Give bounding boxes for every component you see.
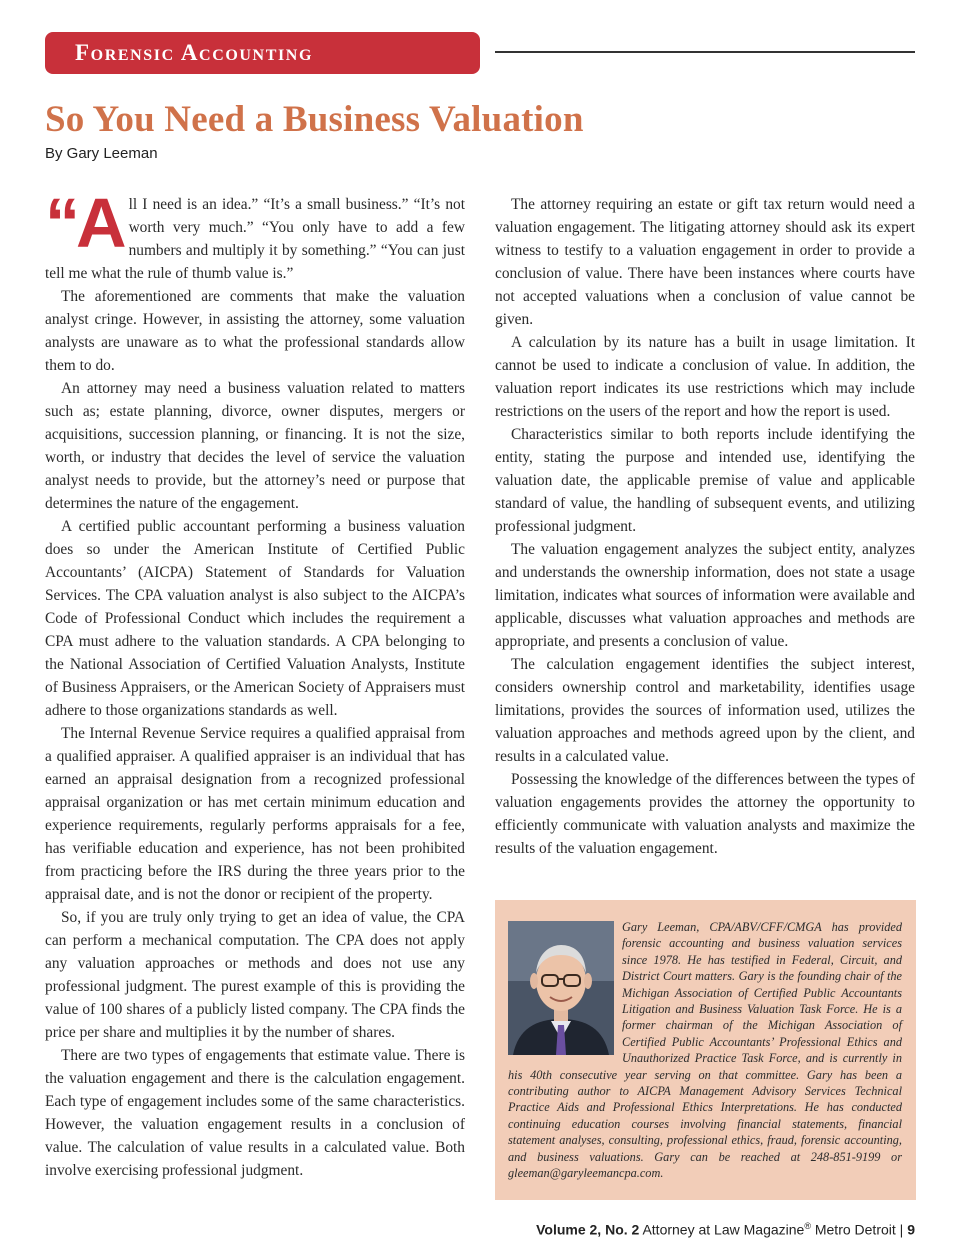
body-paragraph: The aforementioned are comments that make the valuation analyst cringe. However, in assisting the attorney, some valuation analysts are unaware as to what the professional standards allow them to do. [45, 288, 465, 374]
body-paragraph: The calculation engagement identifies the subject interest, considers ownership control and marketability, identifies usage limitations, provides the sources of information used, utilizes the valuation approaches and methods agreed upon by the client, and results in a calculated value. [495, 656, 915, 765]
author-bio-text: Gary Leeman, CPA/ABV/CFF/CMGA has provided forensic accounting and business valuation services since 1978. He has testified in Federal, Circuit, and District Court matters. Gary is the founding chair of the Michigan Association of Certified Public Accountants Litigation and Business Valuation Task Force. He is a former chairman of the Michigan Association of Certified Public Accountants’ Professional Ethics and Unauthorized Practice Task Force, and is currently in his 40th consecutive year serving on that committee. Gary has been a contributing author to AICPA Management Advisory Services Technical Practice Aids and Professional Ethics Interpretations. He has conducted continuing education courses involving financial statements, financial statement analyses, consulting, professional ethics, fraud, forensic accounting, and business valuations. Gary can be reached at 248-851-9199 or gleeman@garyleemancpa.com. [508, 920, 902, 1181]
body-paragraph: The valuation engagement analyzes the subject entity, analyzes and understands the ownership information, does not state a usage limitation, indicates what sources of information were available and applicable, discusses what valuation approaches and methods are appropriate, and presents a conclusion of value. [495, 541, 915, 650]
dropcap-quote: “ [45, 184, 76, 262]
page-number: 9 [907, 1221, 915, 1238]
page-footer [536, 1221, 915, 1238]
lead-paragraph [45, 184, 465, 285]
footer-edition: Metro Detroit [814, 1221, 896, 1238]
footer-issue: Volume 2, No. 2 [536, 1221, 640, 1238]
header-rule [495, 51, 915, 53]
dropcap-letter: A [76, 184, 123, 262]
body-paragraph: A certified public accountant performing a business valuation does so under the American Institute of Certified Public Accountants’ (AICPA) Statement of Standards for Valuation Services. The CPA valuation analyst is also subject to the AICPA’s Code of Professional Conduct which includes the requirement a CPA must adhere to the valuation standards. A CPA belonging to the National Association of Certified Valuation Analysts, Institute of Business Appraisers, or the American Society of Appraisers must adhere to those organizations standards as well. [45, 518, 465, 719]
footer-separator: | [899, 1221, 904, 1238]
author-photo [508, 921, 614, 1055]
author-portrait-image [508, 921, 614, 1055]
right-column [495, 193, 915, 860]
body-paragraph: There are two types of engagements that estimate value. There is the valuation engagement and there is the calculation engagement. Each type of engagement includes some of the same characteristics. However, the valuation engagement results in a conclusion of value. The calculation of value results in a calculated value. Both involve exercising professional judgment. [45, 1047, 465, 1179]
author-bio-box [495, 900, 916, 1200]
dropcap [45, 184, 123, 262]
body-paragraph: So, if you are truly only trying to get an idea of value, the CPA can perform a mechanical computation. The CPA does not apply any valuation approaches or methods and does not use any professional judgment. The purest example of this is providing the value of 100 shares of a publicly listed company. The CPA finds the price per share and multiplies it by the number of shares. [45, 909, 465, 1041]
section-label: Forensic Accounting [75, 40, 314, 65]
body-paragraph: A calculation by its nature has a built in usage limitation. It cannot be used to indicate a conclusion of value. In addition, the valuation report indicates its use restrictions which may include restrictions on the users of the report and how the report is used. [495, 334, 915, 420]
left-column [45, 184, 465, 1182]
lead-paragraph-text: ll I need is an idea.” “It’s a small business.” “It’s not worth very much.” “You only have to add a few numbers and multiply it by something.” “You can just tell me what the rule of thumb value is.” [45, 196, 465, 282]
body-paragraph: Possessing the knowledge of the differences between the types of valuation engagements provides the attorney the opportunity to efficiently communicate with valuation analysts and maximize the results of the valuation engagement. [495, 771, 915, 857]
body-paragraph: The attorney requiring an estate or gift tax return would need a valuation engagement. The litigating attorney should ask its expert witness to testify to a valuation engagement in order to provide a conclusion of value. There have been instances where courts have not accepted valuations when a conclusion of value cannot be given. [495, 196, 915, 328]
footer-registered-mark: ® [804, 1221, 811, 1231]
article-title: So You Need a Business Valuation [45, 99, 584, 140]
body-paragraph: The Internal Revenue Service requires a qualified appraisal from a qualified appraiser. A qualified appraiser is an individual that has earned an appraisal designation from a recognized professional appraisal organization or has met certain minimum education and experience requirements, regularly performs appraisals for a fee, has verifiable education and experience, has not been prohibited from practicing before the IRS during the three years prior to the appraisal date, and is not the donor or recipient of the property. [45, 725, 465, 903]
section-banner [45, 32, 480, 74]
body-paragraph: An attorney may need a business valuation related to matters such as; estate planning, divorce, owner disputes, mergers or acquisitions, succession planning, or financing. It is not the size, worth, or industry that decides the level of service the valuation analyst needs to provide, but the attorney’s need or purpose that determines the nature of the engagement. [45, 380, 465, 512]
footer-magazine: Attorney at Law Magazine [642, 1221, 805, 1238]
article-byline: By Gary Leeman [45, 145, 158, 162]
body-paragraph: Characteristics similar to both reports include identifying the entity, stating the purpose and intended use, identifying the valuation date, the applicable premise of value and applicable standard of value, the handling of subsequent events, and utilizing professional judgment. [495, 426, 915, 535]
